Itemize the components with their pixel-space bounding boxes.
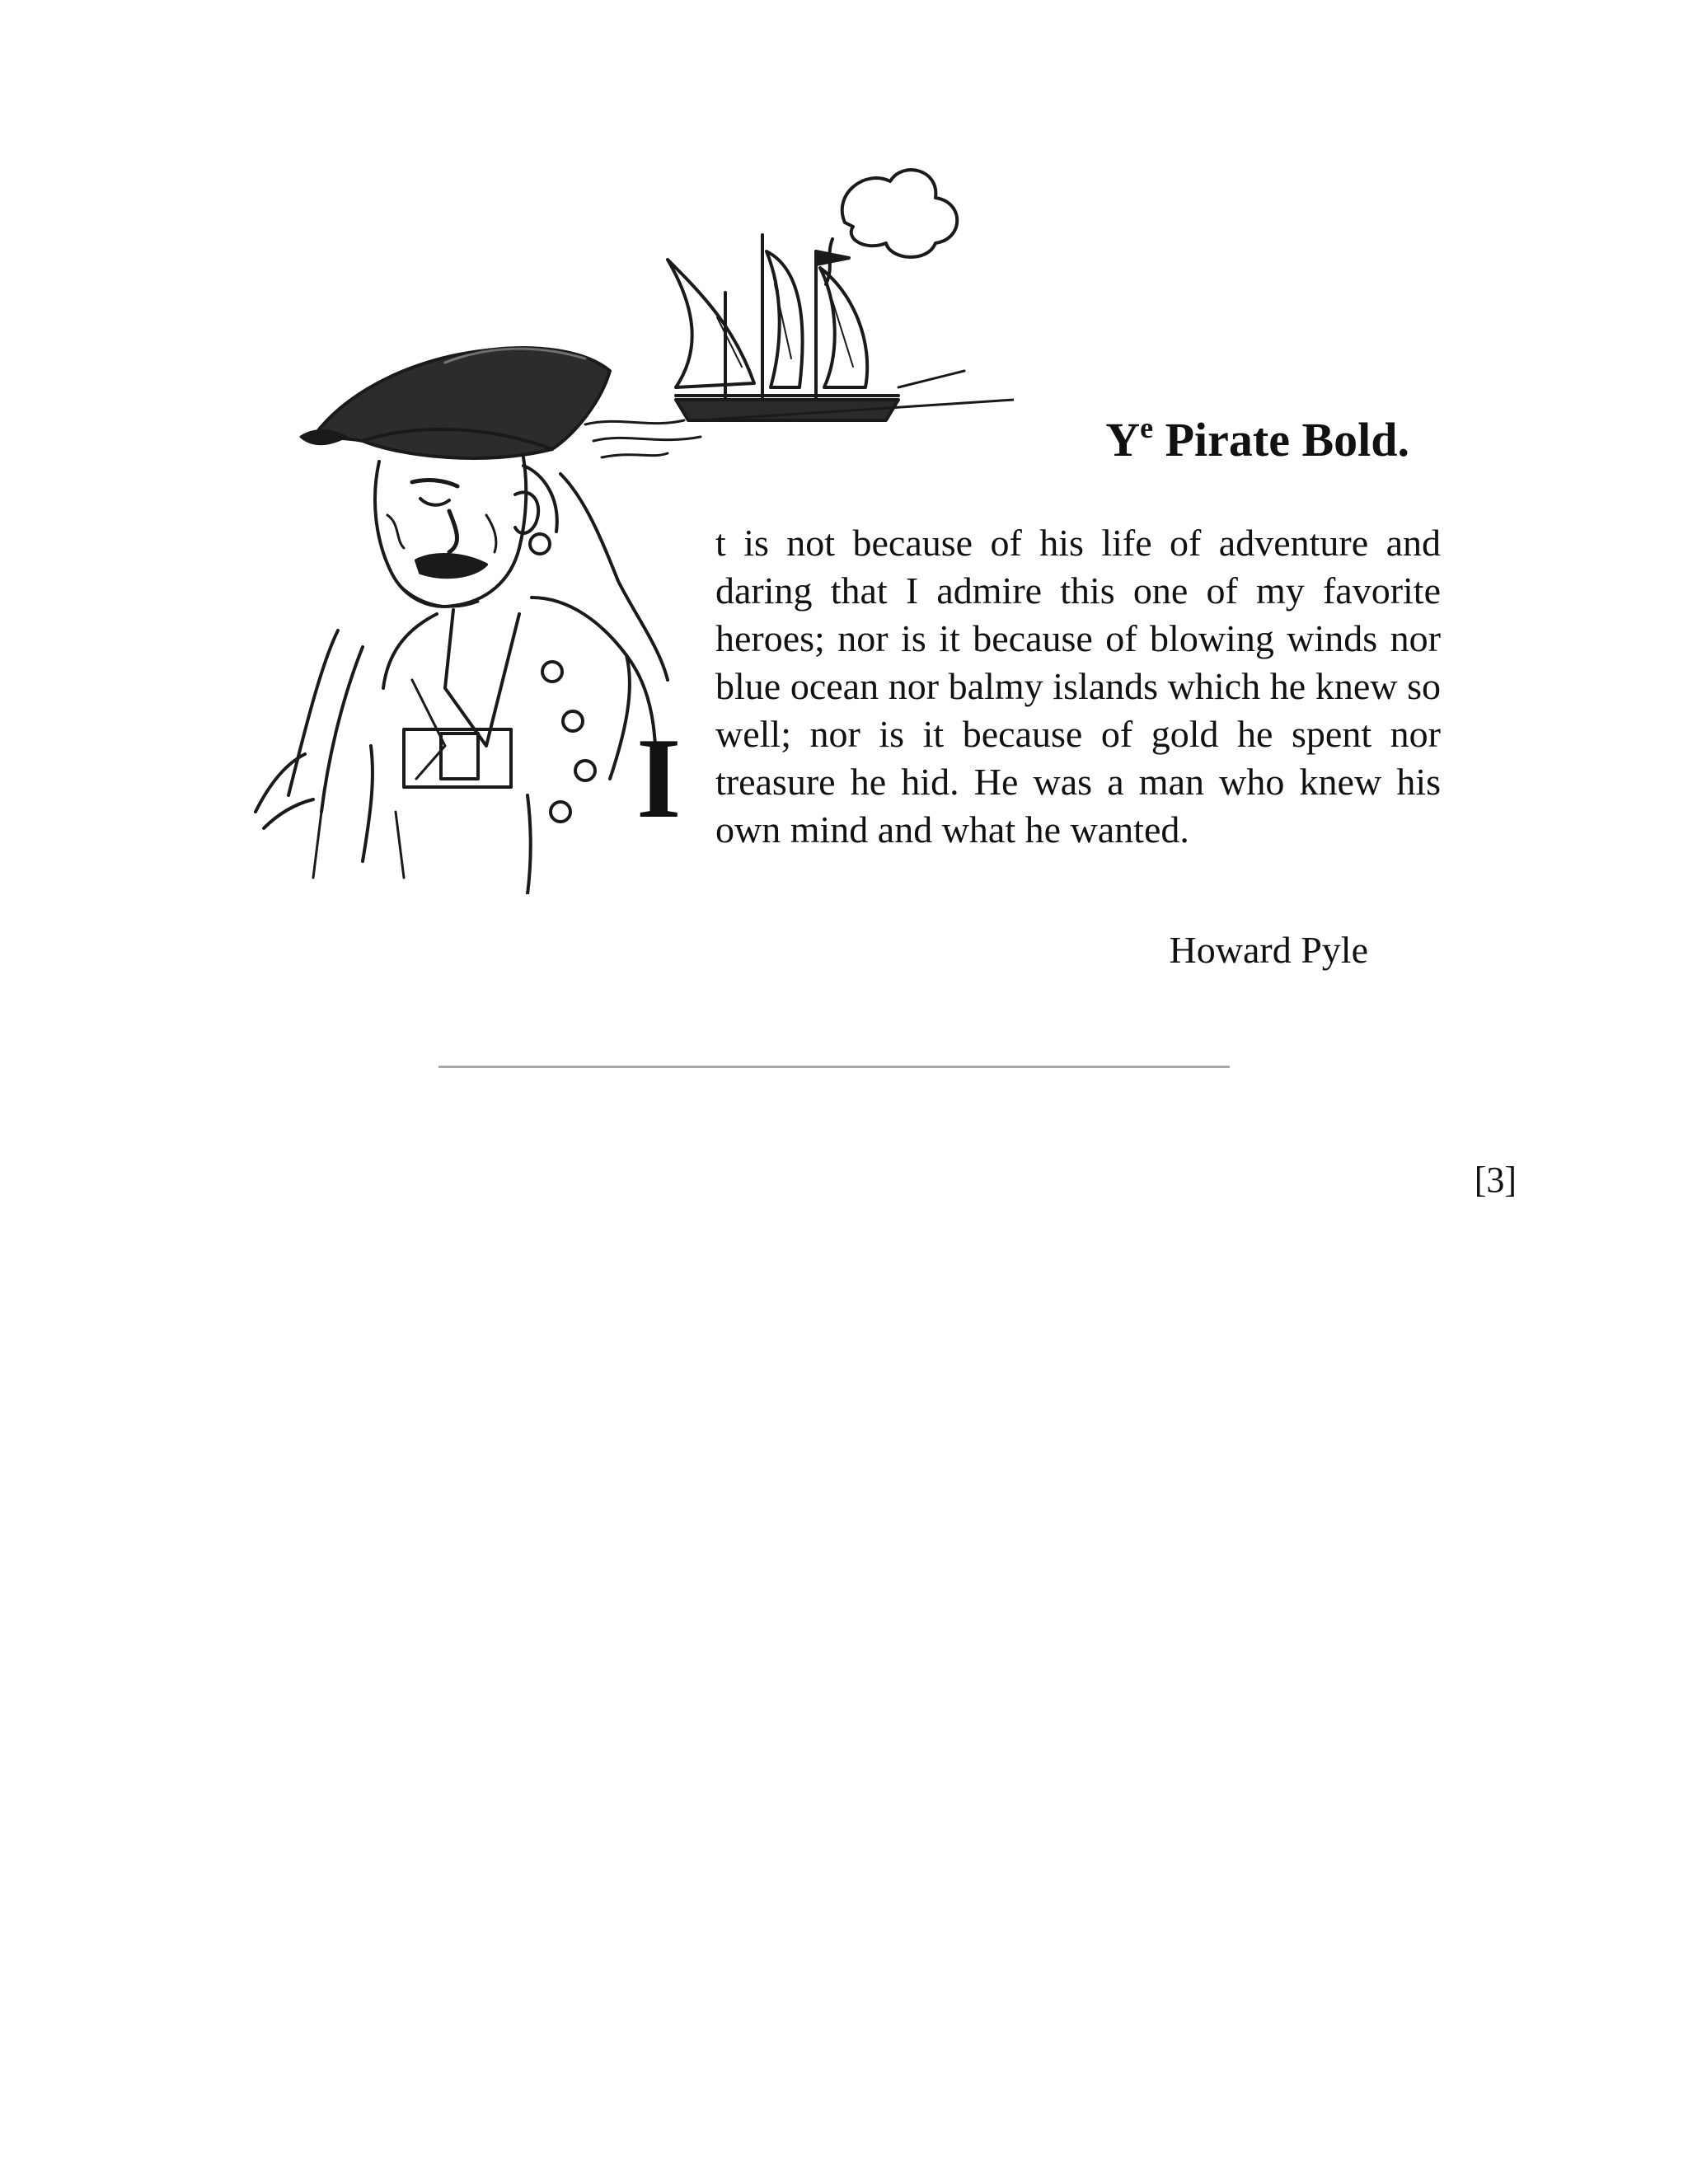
title-rest: Pirate Bold. [1153,413,1409,466]
body-paragraph: t is not because of his life of adventure and daring that I admire this one of my favorite heroes; nor is it because of blowing winds nor blue ocean nor balmy islands which he knew so well; nor is it because of gold he spent nor treasure he hid. He was a man who knew his own mind and what he wanted. [715,522,1441,851]
title-prefix: Y [1105,413,1141,466]
ship-icon [668,235,1014,420]
waves-icon [585,420,701,457]
author-signature: Howard Pyle [1169,929,1368,971]
page-number: [3] [1474,1160,1517,1200]
pirate-coat-icon [256,474,668,894]
smoke-icon [826,170,957,284]
tricorn-hat-icon [301,348,610,458]
page-title [1063,411,1409,466]
drop-cap: I [636,715,682,842]
pirate-face-icon [375,457,557,607]
title-superscript: e [1140,411,1154,444]
horizontal-rule [438,1066,1230,1068]
